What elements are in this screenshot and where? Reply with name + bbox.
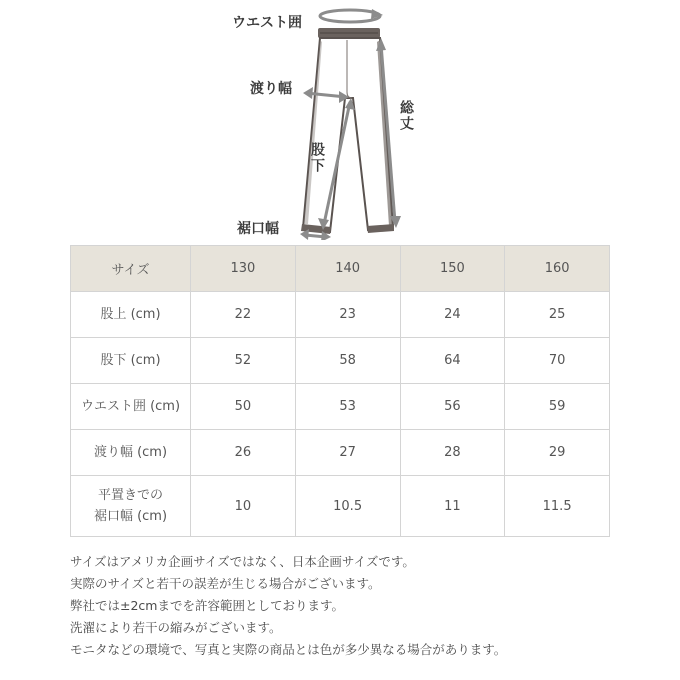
note-item: 洗濯により若干の縮みがございます。	[70, 620, 282, 635]
label-inseam: 股下	[309, 142, 325, 174]
table-row	[71, 292, 610, 338]
table-cell: 70	[505, 338, 610, 384]
table-cell: 28	[400, 430, 505, 476]
size-header-row	[71, 246, 610, 292]
table-cell: 64	[400, 338, 505, 384]
size-160: 160	[505, 246, 610, 292]
size-table	[70, 245, 610, 537]
table-row	[71, 338, 610, 384]
row-label-hem-line1: 平置きでの	[97, 488, 163, 503]
table-cell: 29	[505, 430, 610, 476]
table-cell: 50	[191, 384, 296, 430]
row-label-waist: ウエスト囲 (cm)	[71, 384, 191, 430]
note-item: 弊社では±2cmまでを許容範囲としております。	[70, 598, 344, 613]
label-total-length: 総丈	[398, 100, 414, 132]
label-thigh: 渡り幅	[250, 81, 292, 97]
table-cell: 22	[191, 292, 296, 338]
table-cell: 23	[295, 292, 400, 338]
row-label-thigh: 渡り幅 (cm)	[71, 430, 191, 476]
row-label-hem-line2: 裾口幅 (cm)	[93, 509, 168, 524]
size-notes	[70, 551, 506, 661]
row-label-inseam: 股下 (cm)	[71, 338, 191, 384]
table-cell: 10.5	[295, 476, 400, 537]
size-140: 140	[295, 246, 400, 292]
note-item: 実際のサイズと若干の誤差が生じる場合がございます。	[70, 576, 381, 591]
table-row	[71, 384, 610, 430]
label-waist: ウエスト囲	[232, 15, 302, 31]
row-label-rise: 股上 (cm)	[71, 292, 191, 338]
table-cell: 24	[400, 292, 505, 338]
size-130: 130	[191, 246, 296, 292]
table-cell: 58	[295, 338, 400, 384]
table-cell: 52	[191, 338, 296, 384]
table-cell: 11	[400, 476, 505, 537]
table-row	[71, 476, 610, 537]
table-cell: 26	[191, 430, 296, 476]
size-150: 150	[400, 246, 505, 292]
note-item: サイズはアメリカ企画サイズではなく、日本企画サイズです。	[70, 554, 415, 569]
table-cell: 53	[295, 384, 400, 430]
pants-illustration	[0, 0, 680, 240]
row-label-hem	[71, 476, 191, 537]
note-item: モニタなどの環境で、写真と実際の商品とは色が多少異なる場合があります。	[70, 642, 507, 657]
table-cell: 10	[191, 476, 296, 537]
table-row	[71, 430, 610, 476]
size-header-label: サイズ	[71, 246, 191, 292]
waist-arrow	[320, 10, 380, 22]
table-cell: 11.5	[505, 476, 610, 537]
pants-measurement-diagram	[0, 0, 680, 240]
label-hem: 裾口幅	[237, 221, 279, 237]
table-cell: 59	[505, 384, 610, 430]
table-cell: 27	[295, 430, 400, 476]
table-cell: 25	[505, 292, 610, 338]
table-cell: 56	[400, 384, 505, 430]
